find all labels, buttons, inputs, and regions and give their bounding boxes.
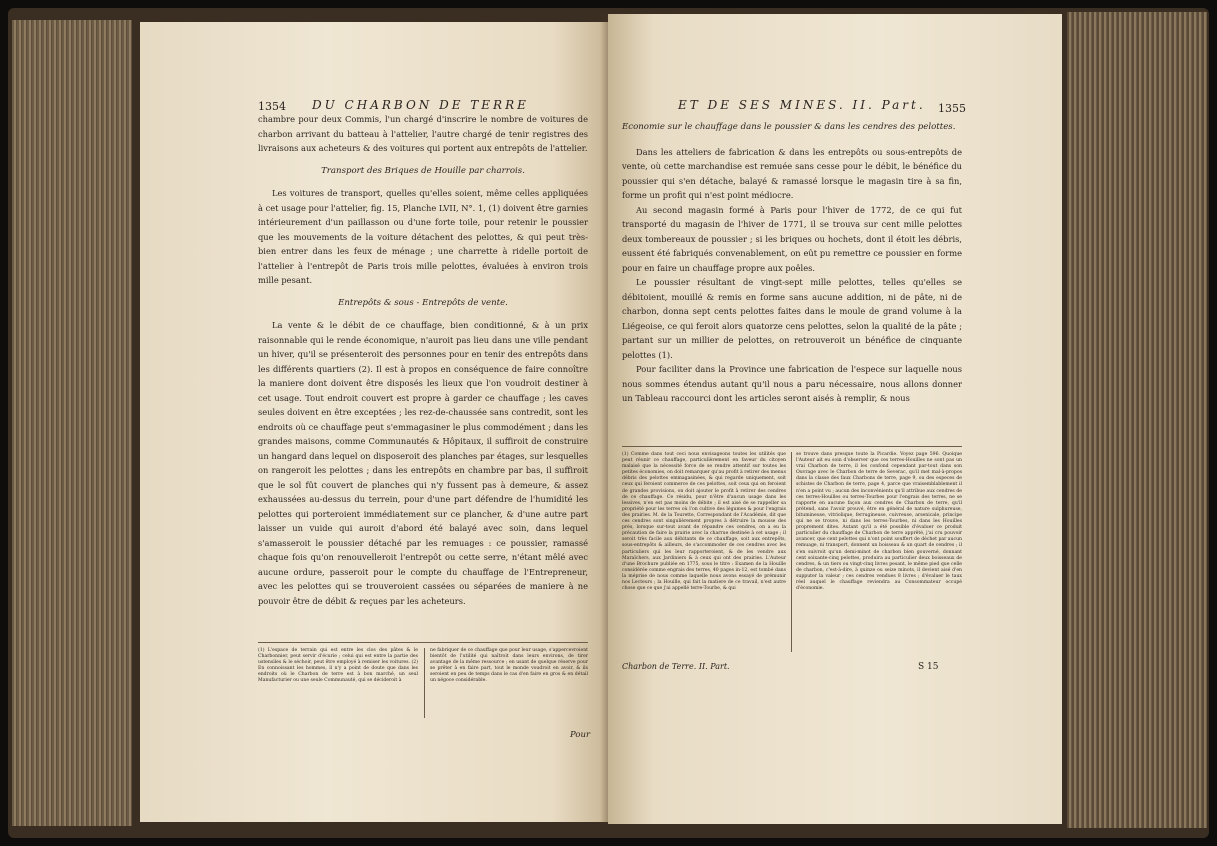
left-text-block: [258, 112, 588, 608]
signature-mark: S 15: [918, 662, 939, 672]
right-footnote-col1: (1) Comme dans tout ceci nous envisageons toutes les utilités que peut réunir ce chauffage, particulièrement en faveur du citoyen malaisé que la nécessité force de se rendre attentif sur toutes les petites économies, on doit remarquer qu'au profit à retirer des menus débris des pelottes emmagasinées, & qui regarde uniquement, soit ceux qui feroient commerce de ces pelottes, soit ceux qui en feroient de grandes provisions, on doit ajouter le profit à retirer des cendres de ce chauffage. Ce résidu, pour n'être d'aucun usage dans les lessives, n'en est pas moins de débite ; il est aisé de se rappeller sa propriété pour les terres où l'on cultive des légumes & pour l'engrais des prairies. M. de la Tourette, Correspondant de l'Académie, dit que ces cendres sont singulièrement propres à détruire la mousse des prés, lorsque sur-tout avant de répandre ces cendres, on a eu la précaution de faire la prairie avec la charrue destinée à cet usage ; il seroit très facile aux débitants de ce chauffage, soit aux entrepôts, sous-entrepôts & ailleurs, de s'accommoder de ces cendres avec les particuliers qui les leur rapporteroient, & de les vendre aux Maraîchers, aux Jardiniers & à ceux qui ont des prairies. L'Auteur d'une Brochure publiée en 1775, sous le titre : Examen de la Houille considérée comme engrais des terres, 40 pages in-12, est tombé dans la méprise de nous comme laquelle nous avons essayé de prémunir nos Lecteurs ; la Houille, qui fait la matiere de ce travail, n'est autre chose que ce que j'ai appellé terre-Tourbe, & qui: [622, 452, 786, 592]
left-catchword: Pour: [570, 730, 591, 740]
left-footnote-divider: [424, 648, 425, 718]
section-title-economie: Economie sur le chauffage dans le poussier & dans les cendres des pelottes.: [622, 122, 956, 132]
right-footnote-rule: [622, 446, 962, 447]
left-footnote-col1: (1) L'espace de terrain qui est entre les clos des pâtes & le Charbonnier, peut servir d'écurie ; celui qui est entre la partie des ustensiles & le séchoir, peut être employé à remiser les voitures. (2) En connoissant les hommes, il n'y a point de doute que dans les endroits où le Charbon de terre est à bon marché, un seul Manufacturier ou une seule Communauté, qui se décideroit à: [258, 648, 418, 684]
right-page-number: 1355: [938, 102, 966, 115]
right-footnote-col2: se trouve dans presque toute la Picardie. Voyez page 596. Quoique l'Auteur ait eu soin d'observer que ces terres-Houilles ne sont pas un vrai Charbon de terre, il les confond cependant par-tout dans son Ouvrage avec le Charbon de terre de Severac, qu'il met mal-à-propos dans la classe des faux Charbons de terre, page 9, ou des especes de schistes de Charbon de terre, page 4, parce que vraisemblablement il n'en a point vu ; aucun des inconvénients qu'il attribue aux cendres de ces terres-Houilles ou terres-Tourbes pour l'engrais des terres, ne se rapporte en aucune façon aux cendres de Charbon de terre, qu'il prétend, sans l'avoir prouvé, être en général de nature sulphureuse, bitumineuse, vitriolique, ferrugineuse, cuivreuse, arsenicale, principe qui ne se trouve, ni dans les terres-Tourbes, ni dans les Houilles proprement dites. Autant qu'il a été possible d'évaluer ce produit particulier du chauffage de Charbon de terre apprêté, j'ai cru pouvoir avancer, que cent pelottes qui n'ont point souffert de déchet par aucun remuage, ni transport, donnent un boisseau & un quart de cendres ; il s'en suivroit qu'un demi-minot de charbon bien gouverné, donnant cent soixante-cinq pelottes, produira au particulier deux boisseaux de cendres, & un tiers ou vingt-cinq livres pesant, le même pied que celle de charbon, c'est-à-dire, à quinze ou seize minots, il devient aisé d'en supputer la valeur ; ces cendres vendues 8 livres ; d'évaluer le taux réel auquel le chauffage reviendra au Consommateur occupé d'économie.: [796, 452, 962, 592]
economie-paragraph-1: Dans les atteliers de fabrication & dans les entrepôts ou sous-entrepôts de vente, où cette marchandise est remuée sans cesse pour le débit, le bénéfice du poussier qui s'en détache, balayé & ramassé lorsque le magasin tire à sa fin, forme un profit qui n'est point médiocre.: [622, 146, 962, 200]
section-title-entrepots: Entrepôts & sous - Entrepôts de vente.: [338, 297, 508, 308]
left-running-header: DU CHARBON DE TERRE: [312, 98, 529, 112]
left-footnote-rule: [258, 642, 588, 643]
page-edges-right: [1067, 12, 1207, 828]
economie-paragraph-2: Au second magasin formé à Paris pour l'hiver de 1772, de ce qui fut transporté du magasin de l'hiver de 1771, il se trouva sur cent mille pelottes deux tombereaux de poussier ; si les briques ou hochets, dont il étoit les débris, eussent été fabriqués convenablement, on eût pu remettre ce poussier en forme pour en faire un chauffage propre aux poêles.: [622, 204, 962, 273]
right-footnote-divider: [791, 452, 792, 652]
right-page: [608, 14, 1062, 824]
right-running-header: ET DE SES MINES. II. Part.: [678, 98, 926, 112]
right-text-block: [622, 118, 962, 406]
left-page-number: 1354: [258, 100, 286, 113]
transport-paragraph: Les voitures de transport, quelles qu'elles soient, même celles appliquées à cet usage pour l'attelier, fig. 15, Planche LVII, N°. 1, (1) doivent être garnies intérieurement d'un paillasson ou d'une forte toile, pour retenir le poussier que les mouvements de la voiture détachent des pelottes, & qui peut très-bien entrer dans les feux de ménage ; une charrette à ridelle portoit de l'attelier à l'entrepôt de Paris trois mille pelottes, évaluées à environ trois mille pesant.: [258, 188, 588, 285]
entrepots-paragraph: La vente & le débit de ce chauffage, bien conditionné, & à un prix raisonnable qui le rende économique, n'auroit pas lieu dans une ville pendant un hiver, qu'il se présenteroit des personnes pour en tenir des entrepôts dans les différents quartiers (2). Il est à propos en conséquence de faire connoître la maniere dont doivent être disposés les lieux que l'on voudroit destiner à cet usage. Tout endroit couvert est propre à garder ce chauffage ; les caves seules doivent en être exceptées ; les rez-de-chaussée sans contredit, sont les endroits où ce chauffage peut s'emmagasiner le plus commodément ; dans les grandes maisons, comme Communautés & Hôpitaux, il suffiroit de construire un hangard dans lequel on disposeroit des planches par étages, sur lesquelles on rangeroit les pelottes ; dans les entrepôts en chambre par bas, il suffiroit que le sol fût couvert de planches qui n'y fussent pas à demeure, & assez exhaussées au-dessus du terrein, pour d'une part défendre de l'humidité les pelottes qui porteroient immédiatement sur ce plancher, & d'une autre part laisser un vuide qui auroit d'abord été balayé avec soin, dans lequel s'amasseroit le poussier détaché par les remuages : ce poussier, ramassé chaque fois qu'on renouvelleroit l'entrepôt ou cette serre, n'étant mêlé avec aucune ordure, passeroit pour le compte du chauffage de l'Entrepreneur, avec les pelottes qui se trouveroient cassées ou séparées de maniere à ne pouvoir être de débit & reçues par les acheteurs.: [258, 320, 588, 606]
intro-paragraph: chambre pour deux Commis, l'un chargé d'inscrire le nombre de voitures de charbon arrivant du batteau à l'attelier, l'autre chargé de tenir registres des livraisons aux acheteurs & des voitures qui portent aux entrepôts de l'attelier.: [258, 114, 588, 153]
economie-paragraph-3: Le poussier résultant de vingt-sept mille pelottes, telles qu'elles se débitoient, mouillé & remis en forme sans aucune addition, ni de pâte, ni de charbon, donna sept cents pelottes faites dans le moule de grand volume à la Liégeoise, ce qui feroit alors quatorze cens pelottes, selon la qualité de la pâte ; partant sur un millier de pelottes, on retrouveroit un bénéfice de cinquante pelottes (1).: [622, 277, 962, 360]
page-edges-left: [12, 20, 132, 826]
section-title-transport: Transport des Briques de Houille par charrois.: [321, 165, 525, 176]
left-footnote-col2: ne fabriquer de ce chauffage que pour leur usage, s'appercevroient bientôt de l'utilité qui naîtroit dans leurs environs, de tirer avantage de la même ressource ; en usant de quelque réserve pour se prêter à en faire part, tout le monde voudroit en avoir, & ils seroient en peu de temps dans le cas d'en faire en gros & en détail un négoce considérable.: [430, 648, 588, 684]
left-page: [140, 22, 608, 822]
economie-paragraph-4: Pour faciliter dans la Province une fabrication de l'espece sur laquelle nous nous sommes étendus autant qu'il nous a paru nécessaire, nous allons donner un Tableau raccourci dont les articles seront aisés à remplir, & nous: [622, 364, 962, 403]
right-footer-title: Charbon de Terre. II. Part.: [622, 662, 730, 671]
